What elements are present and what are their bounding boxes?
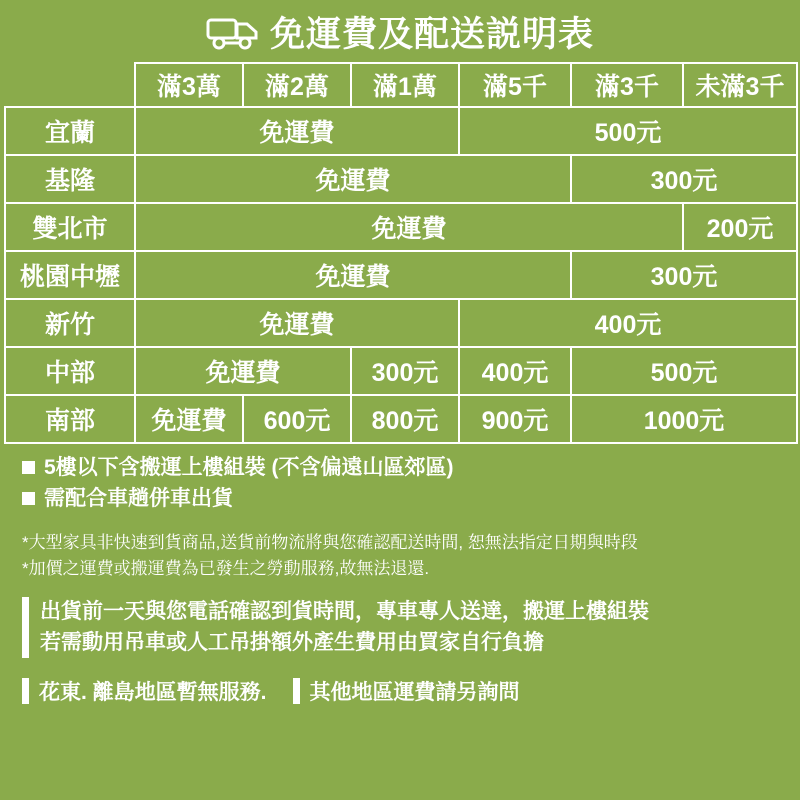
fee-cell: 300元	[351, 347, 459, 395]
row-header: 雙北市	[5, 203, 135, 251]
table-row	[5, 155, 797, 203]
table-corner-cell	[5, 63, 135, 107]
fee-cell: 300元	[571, 155, 797, 203]
table-row	[5, 203, 797, 251]
footer-block	[0, 676, 800, 706]
fee-cell: 500元	[571, 347, 797, 395]
row-header: 基隆	[5, 155, 135, 203]
square-bullet-icon	[22, 492, 35, 505]
fee-cell: 500元	[459, 107, 797, 155]
fee-cell: 免運費	[135, 299, 459, 347]
table-row	[5, 395, 797, 443]
fineprint-text: *大型家具非快速到貨商品,送貨前物流將與您確認配送時間, 恕無法指定日期與時段	[22, 533, 638, 553]
fee-cell: 900元	[459, 395, 571, 443]
page-title: 免運費及配送説明表	[269, 14, 594, 54]
fineprint-text: *加價之運費或搬運費為已發生之勞動服務,故無法退還.	[22, 558, 430, 578]
fee-cell: 免運費	[135, 395, 243, 443]
list-item	[22, 487, 800, 510]
column-header: 滿1萬	[351, 63, 459, 107]
fee-cell: 免運費	[135, 155, 571, 203]
fineprint-block	[0, 530, 800, 581]
row-header: 中部	[5, 347, 135, 395]
vertical-bar-icon	[22, 597, 29, 658]
table-header-row	[5, 63, 797, 107]
fee-cell: 免運費	[135, 251, 571, 299]
delivery-truck-icon	[206, 13, 260, 56]
column-header: 滿3萬	[135, 63, 243, 107]
row-header: 新竹	[5, 299, 135, 347]
note-text: 需配合車趟併車出貨	[44, 487, 233, 511]
fee-table-wrap	[0, 62, 800, 444]
vertical-bar-icon	[293, 678, 300, 704]
column-header: 滿2萬	[243, 63, 351, 107]
page-header	[0, 0, 800, 62]
notes-list	[0, 456, 800, 510]
footer-text: 其他地區運費請另詢問	[309, 681, 520, 705]
table-row	[5, 347, 797, 395]
footer-item	[22, 676, 267, 706]
fee-cell: 400元	[459, 347, 571, 395]
fee-cell: 600元	[243, 395, 351, 443]
table-row	[5, 107, 797, 155]
fee-cell: 免運費	[135, 203, 683, 251]
fee-cell: 300元	[571, 251, 797, 299]
row-header: 南部	[5, 395, 135, 443]
table-row	[5, 251, 797, 299]
highlight-lines	[40, 597, 649, 658]
note-text: 5樓以下含搬運上樓組裝 (不含偏遠山區郊區)	[44, 456, 454, 479]
fee-cell: 200元	[683, 203, 797, 251]
footer-text: 花東. 離島地區暫無服務.	[39, 681, 267, 705]
fee-cell: 1000元	[571, 395, 797, 443]
fee-cell: 800元	[351, 395, 459, 443]
fee-cell: 免運費	[135, 107, 459, 155]
footer-item	[293, 676, 520, 706]
square-bullet-icon	[22, 461, 35, 474]
row-header: 宜蘭	[5, 107, 135, 155]
row-header: 桃園中壢	[5, 251, 135, 299]
fee-cell: 免運費	[135, 347, 351, 395]
column-header: 滿3千	[571, 63, 683, 107]
table-row	[5, 299, 797, 347]
fee-cell: 400元	[459, 299, 797, 347]
highlight-text: 出貨前一天與您電話確認到貨時間，專車專人送達，搬運上樓組裝	[40, 600, 649, 624]
column-header: 滿5千	[459, 63, 571, 107]
highlight-text: 若需動用吊車或人工吊掛額外產生費用由買家自行負擔	[40, 630, 544, 654]
shipping-fee-table	[4, 62, 798, 444]
column-header: 未滿3千	[683, 63, 797, 107]
vertical-bar-icon	[22, 678, 29, 704]
list-item	[22, 456, 800, 479]
highlight-block	[0, 597, 800, 658]
